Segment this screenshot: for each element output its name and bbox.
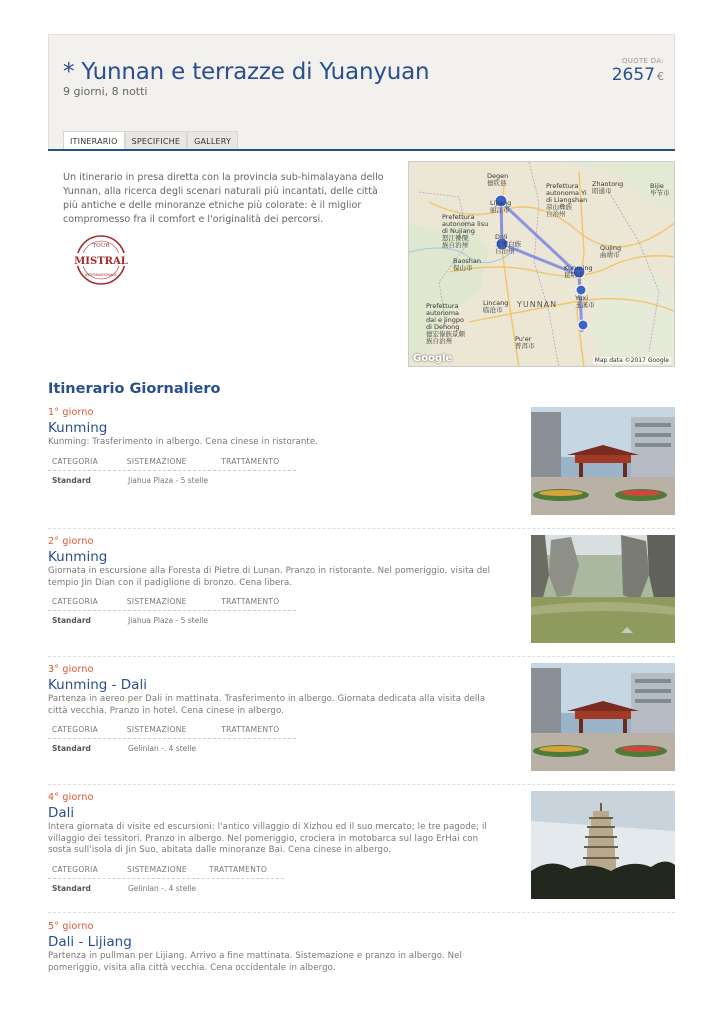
col-categoria: CATEGORIA	[52, 597, 99, 606]
day-3	[48, 664, 675, 753]
currency-symbol: €	[657, 70, 664, 83]
day-number: 5° giorno	[48, 921, 94, 932]
tab-specifiche[interactable]: SPECIFICHE	[125, 131, 188, 150]
col-sistemazione: SISTEMAZIONE	[126, 725, 187, 734]
map-label-qujing: Qujing 曲靖市	[600, 244, 622, 259]
day-title: Kunming	[48, 549, 108, 565]
day-number: 1° giorno	[48, 407, 94, 418]
col-trattamento: TRATTAMENTO	[221, 597, 280, 606]
categoria-value: Standard	[52, 475, 91, 485]
day-5	[48, 921, 675, 974]
map-label-liangshan: Prefettura autonoma Yi di Liangshan 凉山彝族 自治州	[546, 182, 588, 218]
tab-gallery[interactable]: GALLERY	[187, 131, 238, 150]
logo-text-top: TOUR	[92, 243, 110, 249]
col-sistemazione: SISTEMAZIONE	[126, 456, 187, 466]
page-title: * Yunnan e terrazze di Yuanyuan	[63, 59, 430, 85]
accommodation-header	[48, 597, 296, 611]
logo-text-main: MISTRAL	[74, 256, 128, 267]
tab-underline	[48, 149, 675, 151]
map-attribution[interactable]: Map data ©2017 Google	[594, 357, 669, 364]
col-trattamento: TRATTAMENTO	[221, 725, 280, 734]
day-title: Dali	[48, 805, 75, 821]
tab-bar	[63, 131, 238, 150]
day-title: Kunming - Dali	[48, 677, 147, 693]
map-label-nujiang: Prefettura autonoma lisu di Nujiang 怒江傈僳 族自治州	[442, 213, 489, 249]
intro-text: Un itinerario in presa diretta con la provincia sub-himalayana dello Yunnan, alla ricerca degli scenari naturali più incantati, delle città più antiche e delle minoranze etniche più colorate: è il miglior compromesso fra il comfort e l'originalità dei percorsi.	[63, 172, 384, 225]
day-1	[48, 407, 675, 485]
logo-text-bottom: INTERNAZIONALE	[85, 273, 117, 277]
kunming-gate-photo	[531, 663, 675, 771]
quote-label: QUOTE DA:	[621, 57, 664, 65]
tab-itinerario[interactable]: ITINERARIO	[63, 131, 125, 150]
map-label-lincang: Lincang 临沧市	[483, 299, 509, 314]
route-map[interactable]	[408, 161, 675, 367]
day-description: Partenza in aereo per Dali in mattinata. Trasferimento in albergo. Giornata dedicata alla visita della città vecchia. Pranzo in hotel. Cena cinese in albergo.	[48, 694, 486, 716]
day-description: Partenza in pullman per Lijiang. Arrivo a fine mattinata. Sistemazione e pranzo in albergo. Nel pomeriggio, visita alla città vecchia. Cena occidentale in albergo.	[48, 951, 462, 973]
day-title: Dali - Lijiang	[48, 934, 132, 950]
day-description: Giornata in escursione alla Foresta di Pietre di Lunan. Pranzo in ristorante. Nel pomeriggio, visita del tempio Jin Dian con il padiglione di bronzo. Cena libera.	[48, 566, 491, 588]
day-title: Kunming	[48, 420, 108, 436]
google-logo: Google	[413, 353, 453, 364]
col-trattamento: TRATTAMENTO	[221, 456, 280, 466]
col-categoria: CATEGORIA	[52, 725, 99, 734]
itinerary-title: Itinerario Giornaliero	[48, 381, 221, 397]
map-label-dehong: Prefettura autonoma dai e jingpo di Dehong 德宏傣族景颇 族自治州	[426, 302, 465, 345]
mistral-tour-logo	[72, 234, 130, 286]
accommodation-row	[48, 471, 296, 485]
day-4	[48, 792, 675, 893]
day-separator	[48, 912, 675, 913]
accommodation-header	[48, 725, 296, 739]
accommodation-header	[48, 457, 296, 471]
kunming-gate-photo	[531, 407, 675, 515]
categoria-value: Standard	[52, 744, 91, 753]
tour-header	[48, 34, 675, 150]
day-2	[48, 536, 675, 625]
pagoda-photo	[531, 791, 675, 899]
map-label-dali: Dali 大理白族 自治州	[495, 233, 521, 255]
accommodation-row	[48, 611, 296, 625]
price-value: 2657	[611, 65, 655, 85]
day-number: 2° giorno	[48, 536, 94, 547]
stone-forest-photo	[531, 535, 675, 643]
day-separator	[48, 656, 675, 657]
map-label-kunming: Kunming 昆明市	[564, 264, 593, 279]
accommodation-table	[48, 597, 296, 625]
map-label-bijie: Bijie 毕节市	[650, 182, 670, 197]
map-label-baoshan: Baoshan 保山市	[453, 257, 482, 272]
map-label-puer: Pu'er 普洱市	[515, 335, 535, 350]
day-description: Intera giornata di visite ed escursioni: l'antico villaggio di Xizhou ed il suo mercato; le tre pagode; il villaggio dei tessitori. Pranzo in albergo. Nel pomeriggio, crociera in motobarca sul lago ErHai con sosta sull'isola di Jin Suo, abitata dalle minoranze Bai. Cena cinese in albergo.	[48, 822, 487, 855]
col-sistemazione: SISTEMAZIONE	[126, 597, 187, 606]
map-label-lijiang: Lijiang 丽江市	[490, 199, 512, 214]
day-number: 4° giorno	[48, 792, 94, 803]
categoria-value: Standard	[52, 616, 91, 625]
map-label-degen: Degen 德钦县	[487, 172, 509, 187]
accommodation-row	[48, 739, 296, 753]
accommodation-table	[48, 457, 296, 485]
price	[612, 65, 664, 85]
day-description: Kunming: Trasferimento in albergo. Cena cinese in ristorante.	[48, 437, 319, 447]
accommodation-table	[48, 725, 296, 753]
sistemazione-value: Gelinlan -. 4 stelle	[128, 883, 197, 893]
accommodation-header	[48, 865, 284, 879]
sistemazione-value: Gelinlan -. 4 stelle	[128, 744, 197, 753]
col-categoria: CATEGORIA	[52, 864, 99, 874]
accommodation-table	[48, 865, 284, 893]
map-label-yunnan: YUNNAN	[517, 300, 558, 309]
map-label-zhaotong: Zhaotong 昭通市	[592, 180, 624, 195]
duration-subtitle: 9 giorni, 8 notti	[63, 85, 148, 98]
categoria-value: Standard	[52, 883, 91, 893]
accommodation-row	[48, 879, 284, 893]
day-separator	[48, 528, 675, 529]
map-label-yuxi: Yuxi 玉溪市	[575, 294, 595, 309]
sistemazione-value: Jiahua Plaza - 5 stelle	[128, 616, 208, 625]
sistemazione-value: Jiahua Plaza - 5 stelle	[128, 475, 208, 485]
col-trattamento: TRATTAMENTO	[208, 864, 268, 874]
day-separator	[48, 784, 675, 785]
col-categoria: CATEGORIA	[52, 456, 99, 466]
day-number: 3° giorno	[48, 664, 94, 675]
col-sistemazione: SISTEMAZIONE	[127, 864, 187, 874]
